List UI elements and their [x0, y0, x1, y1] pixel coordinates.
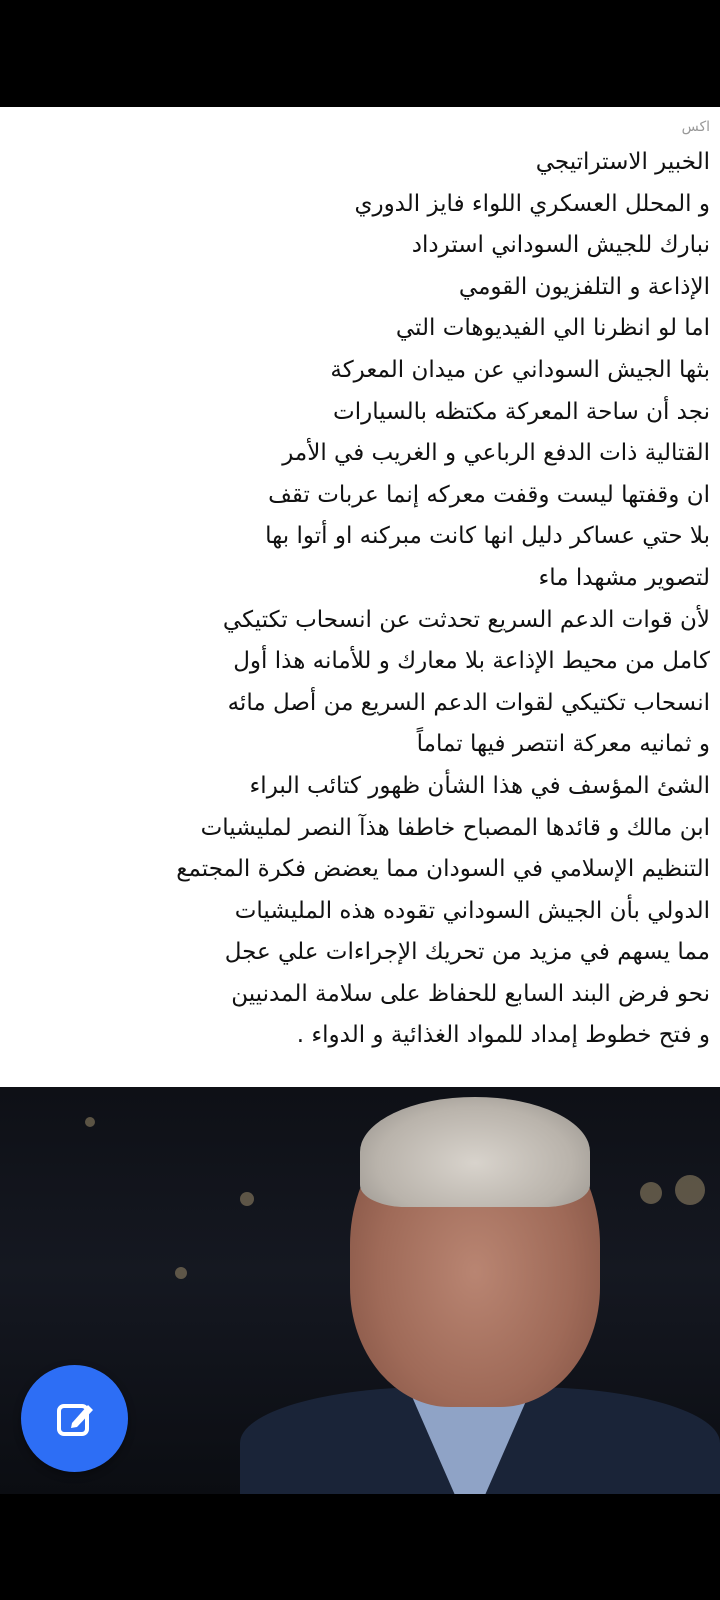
post-line: و ثمانيه معركة انتصر فيها تماماً	[416, 731, 710, 758]
post-line: التنظيم الإسلامي في السودان مما يعضض فكرة المجتمع	[176, 856, 710, 883]
post-line: القتالية ذات الدفع الرباعي و الغريب في الأمر	[282, 440, 710, 467]
background-light	[175, 1267, 187, 1279]
post-line: كامل من محيط الإذاعة بلا معارك و للأمانه هذا أول	[233, 648, 710, 675]
post-line: نبارك للجيش السوداني استرداد	[411, 232, 710, 259]
post-line: الخبير الاستراتيجي	[535, 149, 710, 175]
post-line: نحو فرض البند السابع للحفاظ على سلامة المدنيين	[231, 980, 710, 1007]
post-line: انسحاب تكتيكي لقوات الدعم السريع من أصل مائه	[227, 689, 710, 716]
post-line: بثها الجيش السوداني عن ميدان المعركة	[330, 356, 710, 383]
post-line: الإذاعة و التلفزيون القومي	[458, 273, 710, 300]
post-line: اكس	[681, 119, 710, 135]
background-light	[675, 1175, 705, 1205]
background-light	[240, 1192, 254, 1206]
person-hair	[360, 1097, 590, 1207]
compose-button[interactable]	[21, 1365, 128, 1472]
post-line: ان وقفتها ليست وقفت معركه إنما عربات تقف	[268, 481, 710, 508]
post-line: اما لو انظرنا الي الفيديوهات التي	[395, 315, 710, 342]
post-line: بلا حتي عساكر دليل انها كانت مبركنه او أتوا بها	[265, 523, 710, 550]
post-text	[50, 112, 710, 1087]
post-line: مما يسهم في مزيد من تحريك الإجراءات علي عجل	[224, 939, 710, 966]
post-line: الشئ المؤسف في هذا الشأن ظهور كتائب البراء	[249, 772, 710, 799]
post-line: لتصوير مشهدا ماء	[538, 564, 710, 591]
navigation-bar	[0, 1494, 720, 1600]
post-line: ابن مالك و قائدها المصباح خاطفا هذآ النصر لمليشيات	[200, 814, 710, 841]
post-line: لأن قوات الدعم السريع تحدثت عن انسحاب تكتيكي	[222, 606, 710, 633]
post-line: نجد أن ساحة المعركة مكتظه بالسيارات	[333, 398, 710, 425]
status-bar	[0, 0, 720, 107]
background-light	[85, 1117, 95, 1127]
post-line: و المحلل العسكري اللواء فايز الدوري	[354, 190, 710, 217]
background-light	[640, 1182, 662, 1204]
post-line: و فتح خطوط إمداد للمواد الغذائية و الدواء .	[296, 1022, 710, 1049]
post-line: الدولي بأن الجيش السوداني تقوده هذه المليشيات	[234, 897, 710, 924]
edit-icon	[53, 1397, 97, 1441]
